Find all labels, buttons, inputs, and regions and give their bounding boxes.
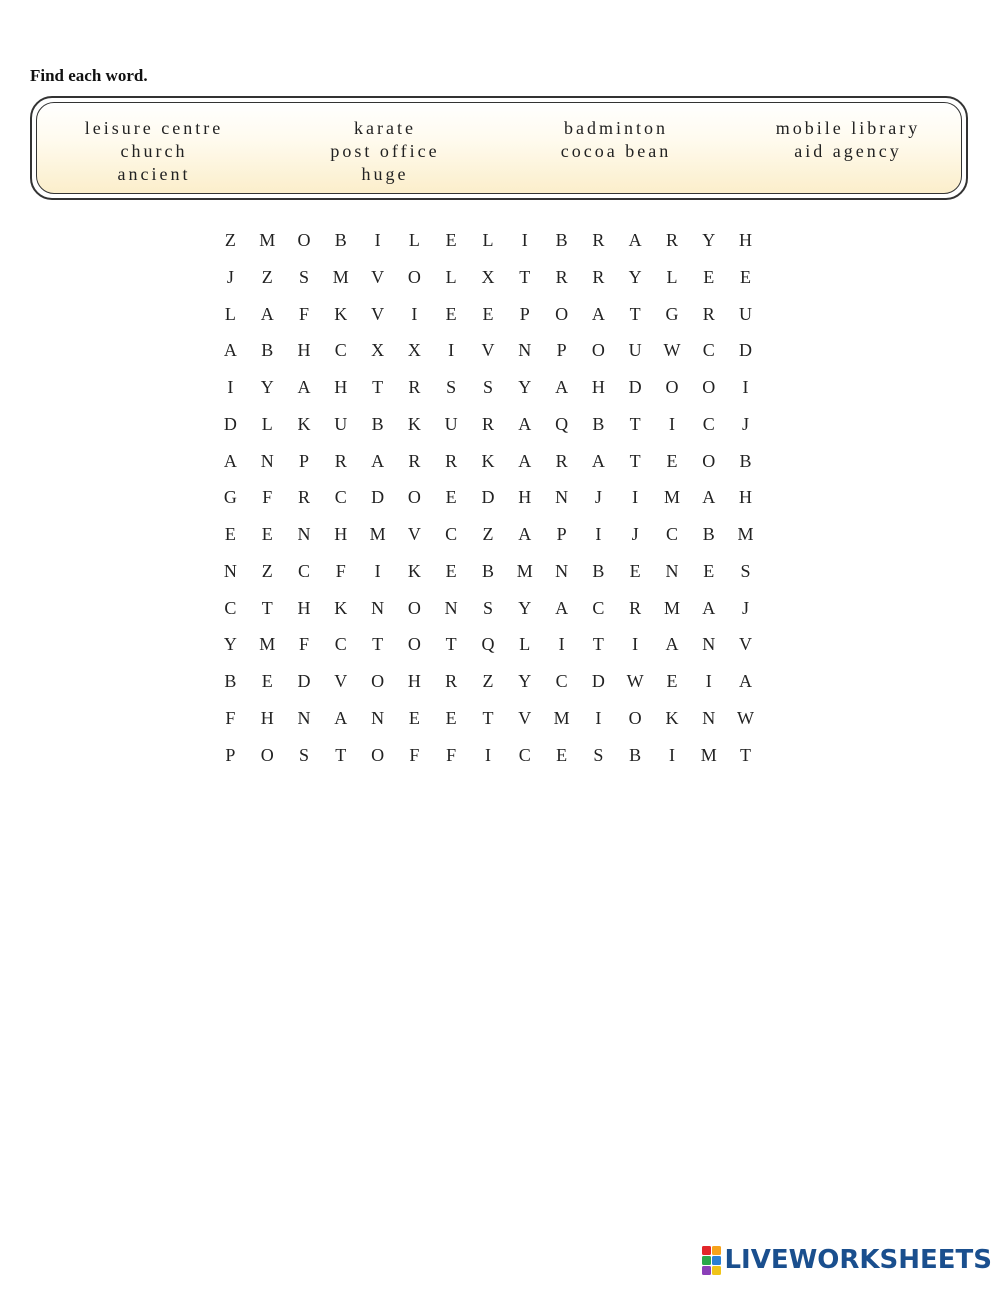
grid-letter[interactable]: O [407, 487, 421, 508]
grid-letter[interactable]: A [223, 340, 237, 361]
grid-letter[interactable]: C [334, 487, 347, 508]
grid-letter[interactable]: I [595, 524, 602, 544]
grid-letter[interactable]: D [371, 487, 385, 508]
grid-letter[interactable]: D [297, 671, 311, 691]
grid-letter[interactable]: B [555, 230, 568, 250]
grid-letter[interactable]: V [407, 524, 421, 544]
grid-letter[interactable]: U [739, 303, 753, 324]
word-bank-word: huge [361, 164, 409, 184]
liveworksheets-logo [702, 1245, 992, 1275]
word-bank-word: leisure centre [84, 118, 224, 138]
grid-letter[interactable]: I [705, 671, 712, 691]
grid-letter[interactable]: M [737, 524, 754, 544]
grid-letter[interactable]: D [591, 671, 605, 691]
grid-letter[interactable]: U [628, 340, 642, 361]
grid-letter[interactable]: W [626, 671, 644, 691]
grid-letter[interactable]: N [260, 450, 274, 471]
grid-letter[interactable]: N [444, 597, 458, 618]
grid-letter[interactable]: H [297, 597, 311, 618]
grid-letter[interactable]: B [592, 413, 605, 434]
grid-letter[interactable]: E [666, 450, 678, 471]
word-bank-column-3 [501, 117, 731, 163]
grid-letter[interactable]: N [371, 707, 385, 728]
grid-letter[interactable]: J [631, 524, 639, 544]
grid-letter[interactable]: H [334, 524, 348, 544]
grid-letter[interactable]: T [629, 413, 641, 434]
grid-letter[interactable]: S [482, 597, 493, 618]
grid-letter[interactable]: A [518, 413, 532, 434]
grid-letter[interactable]: T [261, 597, 273, 618]
grid-letter[interactable]: Z [261, 266, 273, 287]
word-bank [30, 96, 968, 200]
grid-letter[interactable]: L [666, 266, 678, 287]
grid-letter[interactable]: S [446, 377, 457, 397]
grid-letter[interactable]: O [371, 671, 385, 691]
grid-letter[interactable]: H [739, 487, 753, 508]
grid-letter[interactable]: K [334, 303, 348, 324]
grid-letter[interactable]: T [519, 266, 531, 287]
logo-text: LIVEWORKSHEETS [724, 1245, 992, 1275]
grid-letter[interactable]: S [593, 744, 604, 765]
grid-letter[interactable]: N [555, 487, 569, 508]
grid-letter[interactable]: A [518, 450, 532, 471]
grid-letter[interactable]: C [702, 413, 715, 434]
word-bank-word: badminton [564, 118, 668, 138]
grid-letter[interactable]: H [260, 707, 274, 728]
grid-letter[interactable]: L [261, 413, 273, 434]
grid-letter[interactable]: O [407, 634, 421, 655]
grid-letter[interactable]: A [518, 524, 532, 544]
grid-letter[interactable]: Y [223, 634, 237, 655]
grid-letter[interactable]: D [481, 487, 495, 508]
grid-letter[interactable]: R [555, 266, 568, 287]
grid-letter[interactable]: O [371, 744, 385, 765]
grid-letter[interactable]: O [628, 707, 642, 728]
grid-letter[interactable]: E [445, 303, 457, 324]
grid-letter[interactable]: V [371, 303, 385, 324]
grid-letter[interactable]: Y [518, 597, 532, 618]
logo-block [702, 1256, 711, 1265]
grid-letter[interactable]: B [592, 560, 605, 581]
grid-letter[interactable]: N [297, 707, 311, 728]
grid-letter[interactable]: N [518, 340, 532, 361]
grid-letter[interactable]: V [371, 266, 385, 287]
grid-letter[interactable]: E [408, 707, 420, 728]
grid-letter[interactable]: A [702, 597, 716, 618]
logo-block [712, 1246, 721, 1255]
grid-letter[interactable]: A [739, 671, 753, 691]
grid-letter[interactable]: M [259, 230, 276, 250]
grid-letter[interactable]: I [374, 230, 381, 250]
grid-letter[interactable]: T [372, 634, 384, 655]
grid-letter[interactable]: B [739, 450, 752, 471]
grid-letter[interactable]: F [262, 487, 273, 508]
grid-letter[interactable]: I [374, 560, 381, 581]
grid-letter[interactable]: E [482, 303, 494, 324]
grid-letter[interactable]: J [594, 487, 602, 508]
grid-letter[interactable]: B [261, 340, 274, 361]
grid-letter[interactable]: B [224, 671, 237, 691]
logo-block [712, 1256, 721, 1265]
grid-letter[interactable]: C [702, 340, 715, 361]
word-bank-column-1 [39, 117, 269, 186]
grid-letter[interactable]: E [666, 671, 678, 691]
logo-block [712, 1266, 721, 1275]
grid-letter[interactable]: M [700, 744, 717, 765]
grid-letter[interactable]: C [592, 597, 605, 618]
grid-letter[interactable]: N [665, 560, 679, 581]
grid-letter[interactable]: H [407, 671, 421, 691]
grid-letter[interactable]: Z [224, 230, 236, 250]
grid-letter[interactable]: E [224, 524, 236, 544]
grid-letter[interactable]: H [334, 377, 348, 397]
grid-letter[interactable]: A [260, 303, 274, 324]
grid-letter[interactable]: I [227, 377, 234, 397]
grid-letter[interactable]: Y [260, 377, 274, 397]
grid-letter[interactable]: R [445, 450, 458, 471]
grid-letter[interactable]: E [445, 560, 457, 581]
grid-letter[interactable]: R [665, 230, 678, 250]
grid-letter[interactable]: K [481, 450, 495, 471]
grid-letter[interactable]: O [297, 230, 311, 250]
word-bank-word: aid agency [794, 141, 902, 161]
grid-letter[interactable]: R [702, 303, 715, 324]
grid-letter[interactable]: I [558, 634, 565, 655]
grid-letter[interactable]: C [334, 634, 347, 655]
grid-letter[interactable]: E [740, 266, 752, 287]
grid-letter[interactable]: J [226, 266, 234, 287]
grid-letter[interactable]: I [632, 634, 639, 655]
instruction-heading: Find each word. [30, 66, 148, 85]
grid-letter[interactable]: Z [261, 560, 273, 581]
grid-letter[interactable]: K [407, 560, 421, 581]
grid-letter[interactable]: T [740, 744, 752, 765]
grid-letter[interactable]: L [224, 303, 236, 324]
grid-letter[interactable]: E [445, 230, 457, 250]
grid-letter[interactable]: L [482, 230, 494, 250]
grid-letter[interactable]: N [702, 634, 716, 655]
grid-letter[interactable]: A [702, 487, 716, 508]
grid-letter[interactable]: Q [481, 634, 495, 655]
grid-letter[interactable]: F [298, 634, 309, 655]
grid-letter[interactable]: E [629, 560, 641, 581]
grid-letter[interactable]: Y [518, 377, 532, 397]
grid-letter[interactable]: T [335, 744, 347, 765]
grid-letter[interactable]: I [668, 413, 675, 434]
logo-blocks-icon [702, 1246, 721, 1275]
grid-letter[interactable]: T [629, 303, 641, 324]
grid-letter[interactable]: Z [482, 524, 494, 544]
grid-letter[interactable]: B [371, 413, 384, 434]
grid-letter[interactable]: W [737, 707, 755, 728]
grid-letter[interactable]: S [298, 266, 309, 287]
grid-letter[interactable]: O [555, 303, 569, 324]
grid-letter[interactable]: A [628, 230, 642, 250]
grid-letter[interactable]: E [445, 487, 457, 508]
grid-letter[interactable]: J [742, 413, 750, 434]
logo-block [702, 1266, 711, 1275]
grid-letter[interactable]: D [223, 413, 237, 434]
grid-letter[interactable]: O [407, 597, 421, 618]
grid-letter[interactable]: L [445, 266, 457, 287]
grid-letter[interactable]: H [591, 377, 605, 397]
grid-letter[interactable]: N [371, 597, 385, 618]
grid-letter[interactable]: O [407, 266, 421, 287]
grid-letter[interactable]: M [516, 560, 533, 581]
grid-letter[interactable]: E [261, 671, 273, 691]
grid-letter[interactable]: E [703, 560, 715, 581]
grid-letter[interactable]: N [223, 560, 237, 581]
grid-letter[interactable]: R [629, 597, 642, 618]
grid-letter[interactable]: N [297, 524, 311, 544]
grid-letter[interactable]: C [334, 340, 347, 361]
grid-letter[interactable]: I [484, 744, 491, 765]
grid-letter[interactable]: H [739, 230, 753, 250]
grid-letter[interactable]: O [591, 340, 605, 361]
grid-letter[interactable]: R [297, 487, 310, 508]
grid-letter[interactable]: G [665, 303, 679, 324]
grid-letter[interactable]: N [555, 560, 569, 581]
grid-letter[interactable]: N [702, 707, 716, 728]
grid-letter[interactable]: D [739, 340, 753, 361]
grid-letter[interactable]: S [298, 744, 309, 765]
grid-letter[interactable]: I [521, 230, 528, 250]
logo-block [702, 1246, 711, 1255]
grid-letter[interactable]: O [702, 377, 716, 397]
grid-letter[interactable]: D [628, 377, 642, 397]
word-search-grid[interactable] [212, 222, 764, 773]
grid-letter[interactable]: P [519, 303, 530, 324]
grid-letter[interactable]: X [371, 340, 385, 361]
grid-letter[interactable]: R [592, 230, 605, 250]
grid-letter[interactable]: B [481, 560, 494, 581]
grid-letter[interactable]: P [298, 450, 309, 471]
grid-letter[interactable]: E [445, 707, 457, 728]
grid-letter[interactable]: G [223, 487, 237, 508]
grid-letter[interactable]: I [448, 340, 455, 361]
grid-letter[interactable]: B [334, 230, 347, 250]
grid-letter[interactable]: R [592, 266, 605, 287]
grid-letter[interactable]: M [369, 524, 386, 544]
grid-letter[interactable]: C [224, 597, 237, 618]
word-bank-panel [36, 102, 962, 194]
grid-letter[interactable]: A [334, 707, 348, 728]
grid-letter[interactable]: T [482, 707, 494, 728]
grid-letter[interactable]: R [408, 450, 421, 471]
grid-letter[interactable]: V [518, 707, 532, 728]
word-bank-word: church [120, 141, 188, 161]
grid-letter[interactable]: S [740, 560, 751, 581]
grid-letter[interactable]: F [446, 744, 457, 765]
grid-letter[interactable]: K [297, 413, 311, 434]
grid-letter[interactable]: F [409, 744, 420, 765]
grid-letter[interactable]: X [407, 340, 421, 361]
grid-letter[interactable]: A [555, 597, 569, 618]
grid-letter[interactable]: E [261, 524, 273, 544]
word-bank-word: karate [354, 118, 416, 138]
word-bank-column-2 [270, 117, 500, 186]
grid-letter[interactable]: Y [628, 266, 642, 287]
grid-letter[interactable]: C [445, 524, 458, 544]
grid-letter[interactable]: Q [555, 413, 569, 434]
grid-letter[interactable]: X [481, 266, 495, 287]
grid-letter[interactable]: A [297, 377, 311, 397]
grid-letter[interactable]: E [703, 266, 715, 287]
grid-letter[interactable]: Z [482, 671, 494, 691]
grid-letter[interactable]: R [445, 671, 458, 691]
grid-letter[interactable]: A [591, 303, 605, 324]
grid-letter[interactable]: B [629, 744, 642, 765]
word-bank-word: ancient [117, 164, 191, 184]
grid-letter[interactable]: F [298, 303, 309, 324]
grid-letter[interactable]: C [518, 744, 531, 765]
grid-letter[interactable]: I [742, 377, 749, 397]
grid-letter[interactable]: H [297, 340, 311, 361]
grid-letter[interactable]: H [518, 487, 532, 508]
word-bank-column-4 [733, 117, 963, 163]
grid-letter[interactable]: J [742, 597, 750, 618]
grid-letter[interactable]: T [592, 634, 604, 655]
word-bank-word: mobile library [775, 118, 921, 138]
grid-letter[interactable]: V [481, 340, 495, 361]
word-bank-word: cocoa bean [560, 141, 672, 161]
grid-letter[interactable]: F [335, 560, 346, 581]
grid-letter[interactable]: I [595, 707, 602, 728]
grid-letter[interactable]: B [702, 524, 715, 544]
grid-letter[interactable]: K [334, 597, 348, 618]
grid-letter[interactable]: P [556, 340, 567, 361]
grid-letter[interactable]: E [556, 744, 568, 765]
grid-letter[interactable]: A [371, 450, 385, 471]
grid-letter[interactable]: L [519, 634, 531, 655]
grid-letter[interactable]: A [665, 634, 679, 655]
grid-letter[interactable]: I [632, 487, 639, 508]
grid-letter[interactable]: R [481, 413, 494, 434]
grid-letter[interactable]: R [408, 377, 421, 397]
grid-letter[interactable]: T [629, 450, 641, 471]
grid-letter[interactable]: V [334, 671, 348, 691]
grid-letter[interactable]: L [408, 230, 420, 250]
grid-letter[interactable]: C [297, 560, 310, 581]
grid-letter[interactable]: M [663, 597, 680, 618]
grid-letter[interactable]: P [225, 744, 236, 765]
grid-letter[interactable]: K [665, 707, 679, 728]
grid-letter[interactable]: M [259, 634, 276, 655]
grid-letter[interactable]: F [225, 707, 236, 728]
grid-letter[interactable]: R [555, 450, 568, 471]
grid-letter[interactable]: O [260, 744, 274, 765]
grid-letter[interactable]: C [555, 671, 568, 691]
grid-letter[interactable]: U [334, 413, 348, 434]
grid-letter[interactable]: I [668, 744, 675, 765]
grid-letter[interactable]: O [665, 377, 679, 397]
grid-letter[interactable]: M [663, 487, 680, 508]
grid-letter[interactable]: S [482, 377, 493, 397]
grid-letter[interactable]: R [334, 450, 347, 471]
grid-letter[interactable]: Y [518, 671, 532, 691]
grid-letter[interactable]: M [332, 266, 349, 287]
grid-letter[interactable]: I [411, 303, 418, 324]
grid-letter[interactable]: V [739, 634, 753, 655]
grid-letter[interactable]: M [553, 707, 570, 728]
grid-letter[interactable]: Y [702, 230, 716, 250]
word-bank-word: post office [330, 141, 440, 161]
grid-letter[interactable]: W [663, 340, 681, 361]
grid-letter[interactable]: O [702, 450, 716, 471]
grid-letter[interactable]: K [407, 413, 421, 434]
grid-letter[interactable]: P [556, 524, 567, 544]
grid-letter[interactable]: A [591, 450, 605, 471]
grid-letter[interactable]: T [445, 634, 457, 655]
grid-letter[interactable]: T [372, 377, 384, 397]
grid-letter[interactable]: C [665, 524, 678, 544]
grid-letter[interactable]: U [444, 413, 458, 434]
grid-letter[interactable]: A [223, 450, 237, 471]
grid-letter[interactable]: A [555, 377, 569, 397]
